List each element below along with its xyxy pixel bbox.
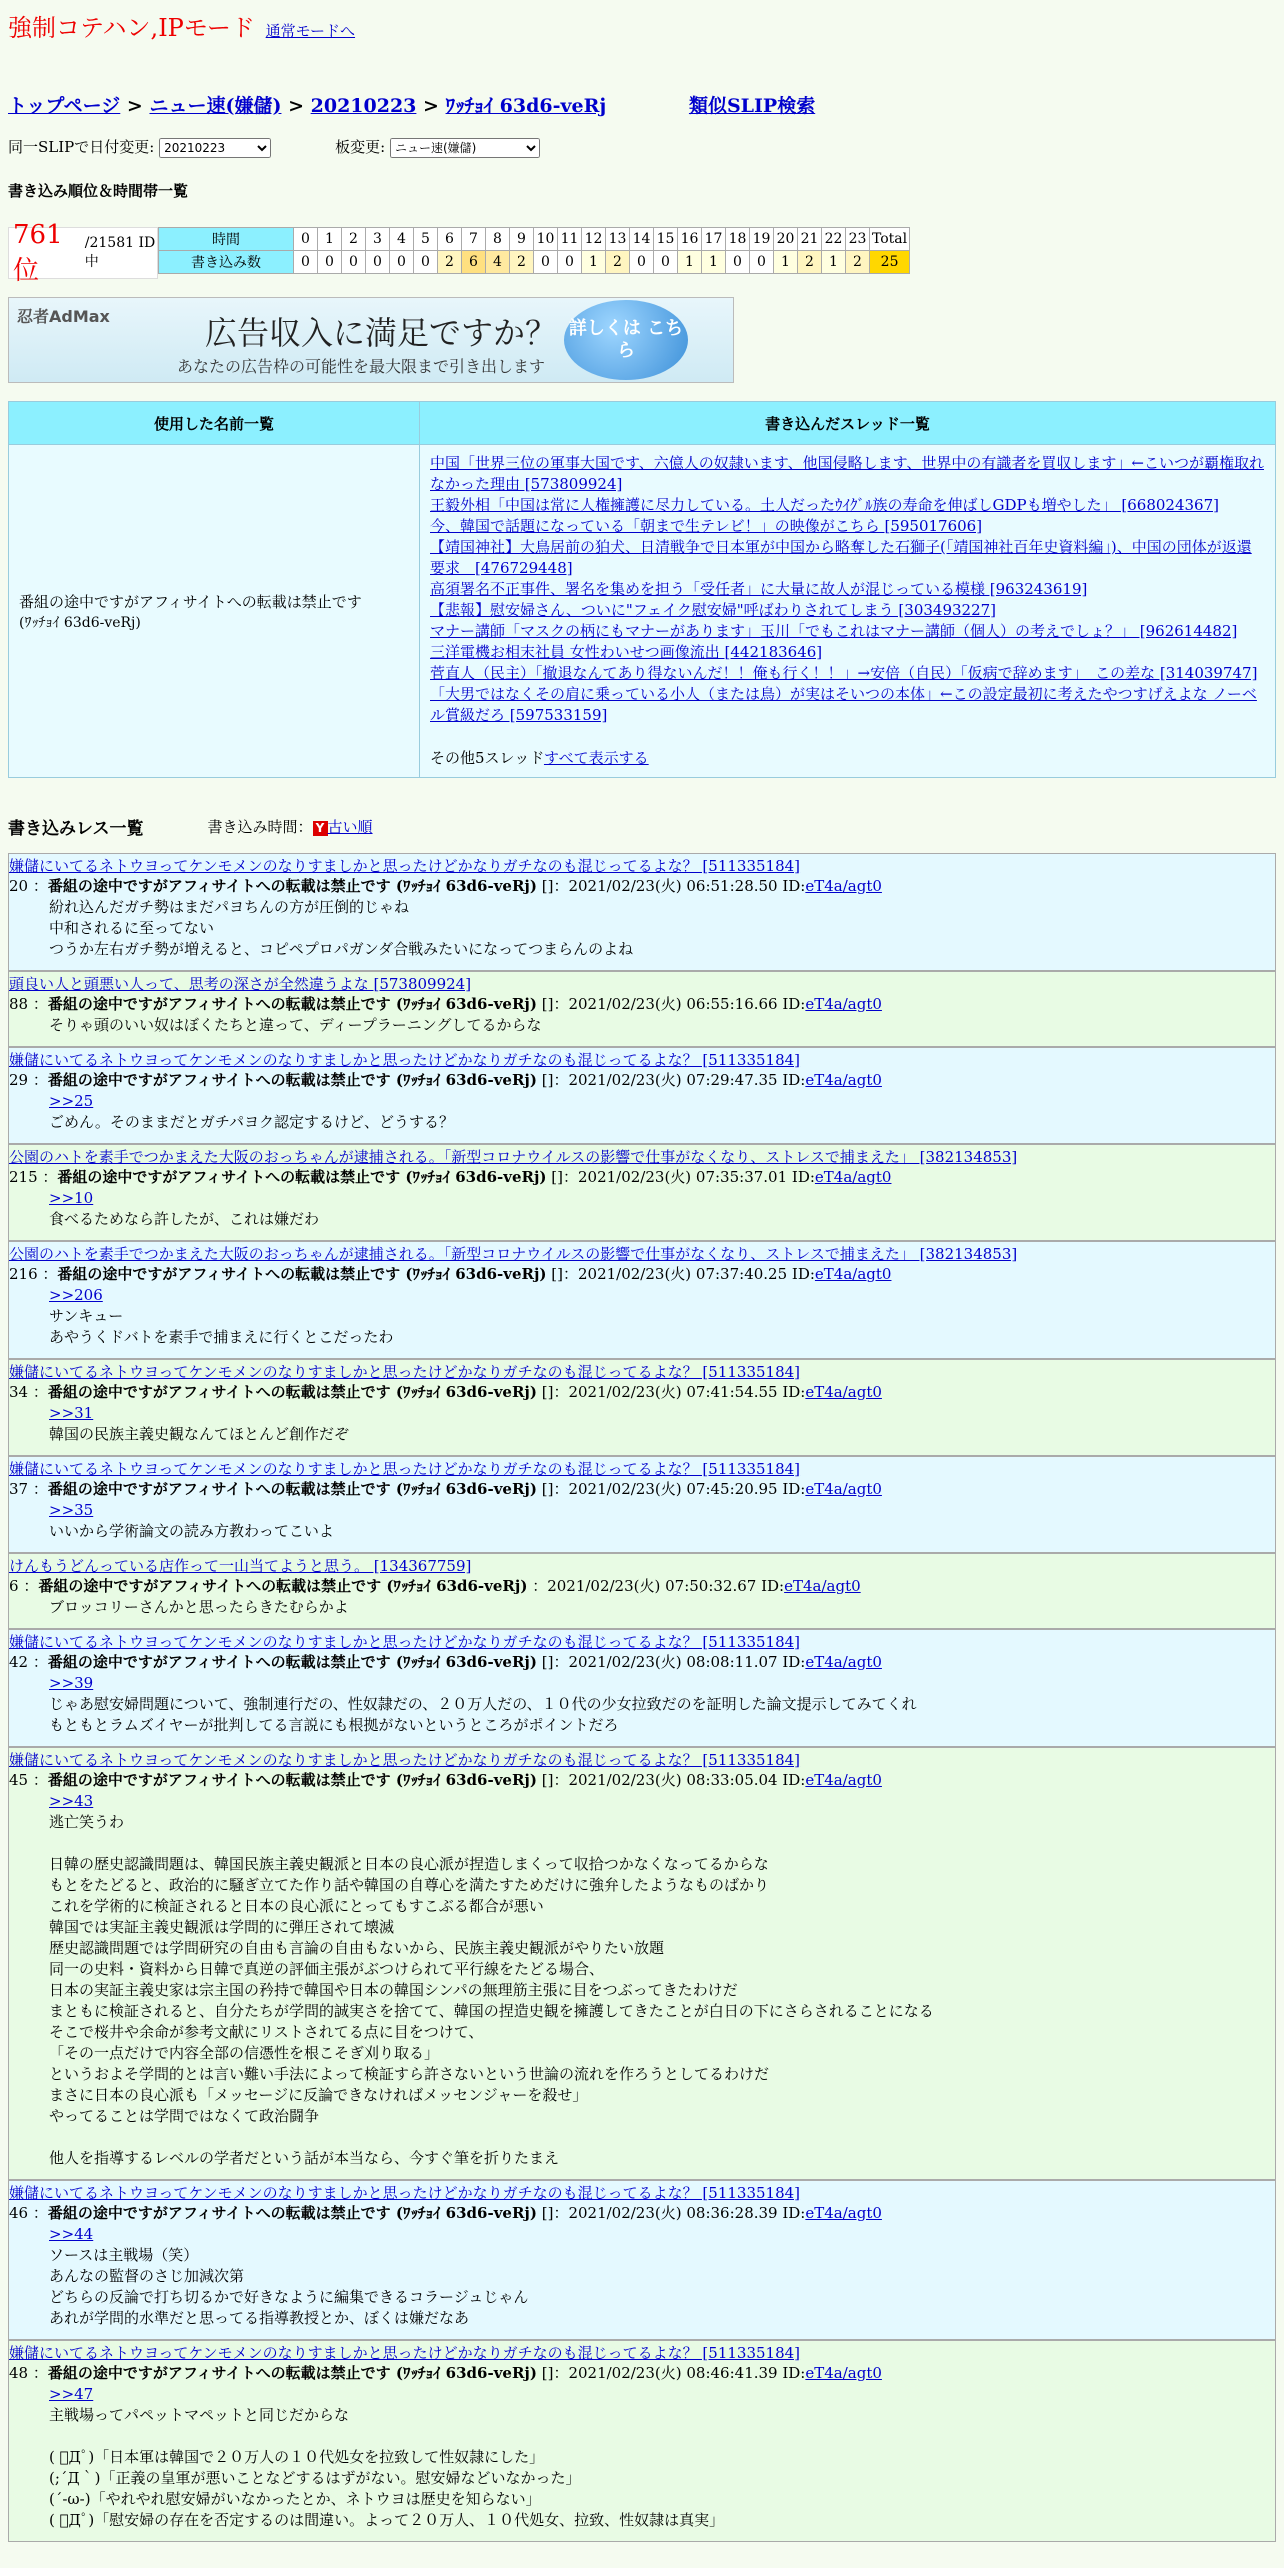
post-timestamp: []：2021/02/23(火) 08:36:28.39 ID: xyxy=(536,2204,806,2222)
breadcrumb-board[interactable]: ニュー速(嫌儲) xyxy=(149,95,282,117)
thread-item xyxy=(430,663,1265,684)
ranking-section-title: 書き込み順位＆時間帯一覧 xyxy=(8,182,189,200)
hour-cell: 16 xyxy=(678,228,702,251)
post-text: じゃあ慰安婦問題について、強制連行だの、性奴隷だの、２０万人だの、１０代の少女拉致だのを証明した論文提示してみてくれ もともとラムズイヤーが批判してる言説にも根拠がないというところがポイントだろ xyxy=(49,1695,917,1734)
count-cell: 0 xyxy=(726,251,750,274)
post xyxy=(8,971,1276,1047)
post-meta xyxy=(9,876,1275,897)
post xyxy=(8,1047,1276,1144)
hour-cell: 15 xyxy=(654,228,678,251)
post-author-id: (ﾜｯﾁｮｲ 63d6-veRj) xyxy=(390,2204,537,2222)
post-author-id: (ﾜｯﾁｮｲ 63d6-veRj) xyxy=(390,1771,537,1789)
order-control xyxy=(208,816,373,837)
show-all-threads-link[interactable]: すべて表示する xyxy=(543,749,649,767)
reply-anchor-link[interactable]: >>31 xyxy=(49,1404,94,1422)
post-author: 番組の途中ですがアフィサイトへの転載は禁止です xyxy=(47,1383,391,1401)
post-thread xyxy=(9,1458,1275,1479)
thread-link[interactable]: 高須署名不正事件、署名を集めを担う「受任者」に大量に故人が混じっている模様 [963243619] xyxy=(430,580,1088,598)
post-separator: ： xyxy=(28,2204,48,2222)
ad-subtext: あなたの広告枠の可能性を最大限まで引き出します xyxy=(177,357,546,376)
post-author-id: (ﾜｯﾁｮｲ 63d6-veRj) xyxy=(390,2364,537,2382)
post-body xyxy=(49,1403,1275,1445)
post-meta xyxy=(9,1652,1275,1673)
count-cell: 0 xyxy=(366,251,390,274)
hour-cell: 14 xyxy=(630,228,654,251)
breadcrumb-id[interactable]: ﾜｯﾁｮｲ 63d6-veRj xyxy=(445,95,607,117)
hour-cell: 1 xyxy=(318,228,342,251)
post xyxy=(8,1456,1276,1553)
rank-number: 761 位 xyxy=(13,219,63,286)
post-body xyxy=(49,1015,1275,1036)
thread-link[interactable]: 王毅外相「中国は常に人権擁護に尽力している。土人だったｳｲｸﾞﾙ族の寿命を伸ばしGDPも増やした」 [668024367] xyxy=(430,496,1219,514)
post-id-link[interactable]: eT4a/agt0 xyxy=(805,1771,882,1789)
post-timestamp: []：2021/02/23(火) 06:55:16.66 ID: xyxy=(536,995,806,1013)
post-thread-link[interactable]: 嫌儲にいてるネトウヨってケンモメンのなりすましかと思ったけどかなりガチなのも混じってるよな？ [511335184] xyxy=(9,1363,801,1381)
post-number: 29 xyxy=(9,1071,29,1089)
post-thread xyxy=(9,1631,1275,1652)
post xyxy=(8,853,1276,971)
post-separator: ： xyxy=(37,1265,58,1283)
rank-total: /21581 ID中 xyxy=(84,235,156,270)
post-body xyxy=(49,2224,1275,2329)
threads-cell xyxy=(420,445,1276,778)
post-thread xyxy=(9,1361,1275,1382)
post-separator: ： xyxy=(18,1577,39,1595)
post-author-id: (ﾜｯﾁｮｲ 63d6-veRj) xyxy=(390,1653,537,1671)
post-id-link[interactable]: eT4a/agt0 xyxy=(805,2204,882,2222)
count-cell: 0 xyxy=(750,251,774,274)
post-timestamp: []：2021/02/23(火) 06:51:28.50 ID: xyxy=(536,877,806,895)
thread-item xyxy=(430,600,1265,621)
responses-header xyxy=(8,814,1276,839)
hour-cell: 22 xyxy=(822,228,846,251)
post-body xyxy=(49,1673,1275,1736)
count-cell: 0 xyxy=(342,251,366,274)
post-id-link[interactable]: eT4a/agt0 xyxy=(805,1383,882,1401)
post-author: 番組の途中ですがアフィサイトへの転載は禁止です xyxy=(38,1577,382,1595)
hour-cell: 12 xyxy=(582,228,606,251)
post-thread-link[interactable]: 公園のハトを素手でつかまえた大阪のおっちゃんが逮捕される。「新型コロナウイルスの影響で仕事がなくなり、ストレスで捕まえた」 [382134853] xyxy=(9,1148,1018,1166)
post-author-id: (ﾜｯﾁｮｲ 63d6-veRj) xyxy=(390,1071,537,1089)
count-cell: 1 xyxy=(582,251,606,274)
post-id-link[interactable]: eT4a/agt0 xyxy=(805,995,882,1013)
thread-item xyxy=(430,621,1265,642)
reply-anchor-link[interactable]: >>10 xyxy=(49,1189,94,1207)
post-text: いいから学術論文の読み方教わってこいよ xyxy=(49,1522,334,1540)
post-meta xyxy=(9,1264,1275,1285)
post-author: 番組の途中ですがアフィサイトへの転載は禁止です xyxy=(47,2364,391,2382)
post-timestamp: []：2021/02/23(火) 07:35:37.01 ID: xyxy=(546,1168,815,1186)
post-timestamp: []：2021/02/23(火) 07:29:47.35 ID: xyxy=(536,1071,806,1089)
ad-logo: 忍者AdMax xyxy=(17,307,110,326)
rank-box xyxy=(8,219,158,286)
post-id-link[interactable]: eT4a/agt0 xyxy=(805,877,882,895)
hour-cell: Total xyxy=(870,228,910,251)
hour-cell: 2 xyxy=(342,228,366,251)
post-id-link[interactable]: eT4a/agt0 xyxy=(814,1168,892,1186)
normal-mode-link[interactable]: 通常モードへ xyxy=(265,22,356,40)
post-thread-link[interactable]: 嫌儲にいてるネトウヨってケンモメンのなりすましかと思ったけどかなりガチなのも混じってるよな？ [511335184] xyxy=(9,1051,801,1069)
counts-row xyxy=(159,251,910,274)
post-meta xyxy=(9,1576,1275,1597)
post-author-id: (ﾜｯﾁｮｲ 63d6-veRj) xyxy=(400,1168,547,1186)
post-meta xyxy=(9,994,1275,1015)
post-id-link[interactable]: eT4a/agt0 xyxy=(805,2364,882,2382)
post xyxy=(8,2180,1276,2340)
post-thread xyxy=(9,855,1275,876)
thread-link[interactable]: マナー講師「マスクの柄にもマナーがあります」玉川「でもこれはマナー講師（個人）の考えでしょ？」 [962614482] xyxy=(430,622,1238,640)
post-author-id: (ﾜｯﾁｮｲ 63d6-veRj) xyxy=(390,1383,537,1401)
thread-link[interactable]: 三洋電機お相末社員 女性わいせつ画像流出 [442183646] xyxy=(430,643,823,661)
post-id-link[interactable]: eT4a/agt0 xyxy=(805,1653,882,1671)
post-timestamp: ：2021/02/23(火) 07:50:32.67 ID: xyxy=(527,1577,785,1595)
post-author-id: (ﾜｯﾁｮｲ 63d6-veRj) xyxy=(390,995,537,1013)
post-separator: ： xyxy=(28,995,48,1013)
date-change xyxy=(8,136,271,158)
post-author: 番組の途中ですがアフィサイトへの転載は禁止です xyxy=(47,1480,391,1498)
selector-row xyxy=(8,136,1276,158)
reply-anchor-link[interactable]: >>206 xyxy=(49,1286,103,1304)
used-name: 番組の途中ですがアフィサイトへの転載は禁止です xyxy=(19,592,362,611)
reply-anchor-link[interactable]: >>44 xyxy=(49,2225,94,2243)
post-text: 逃亡笑うわ 日韓の歴史認識問題は、韓国民族主義史観派と日本の良心派が捏造しまくって収拾つかなくなってるからな もとをたどると、政治的に騒ぎ立てた作り話や韓国の自尊心を満たすためだけに強弁したようなものばかり これを学術的に検証されると日本の良心派にとってもすこぶる都合が悪い 韓国では実証主義史観派は学問的に弾圧されて壊滅 歴史認識問題では学問研究の自由も言論の自由もないから、民族主義史観派がやりたい放題 同一の史料・資料から日韓で真逆の評価主張がぶつけられて平行線をたどる場合、 日本の実証主義史家は宗主国の矜持で韓国や日本の韓国シンパの無理筋主張に目をつぶってきたわけだ まともに検証されると、自分たちが学問的誠実さを捨てて、韓国の捏造史観を擁護してきたことが白日の下にさらされることになる そこで桜井や余命が参考文献にリストされてる点に目をつけて、 「その一点だけで内容全部の信憑性を根こそぎ刈り取る」 というおよそ学問的とは言い難い手法によって検証すら許さないという世論の流れを作ろうとしてるわけだ まさに日本の良心派も「メッセージに反論できなければメッセンジャーを殺せ」 やってることは学問ではなくて政治闘争 他人を指導するレベルの学者だという話が本当なら、今すぐ筆を折りたまえ xyxy=(49,1813,934,2167)
post-thread-link[interactable]: 頭良い人と頭悪い人って、思考の深さが全然違うよな [573809924] xyxy=(9,975,472,993)
post-timestamp: []：2021/02/23(火) 08:33:05.04 ID: xyxy=(536,1771,806,1789)
post-text: ごめん。そのままだとガチパヨク認定するけど、どうする？ xyxy=(49,1113,455,1131)
ranking-row xyxy=(8,219,1276,286)
hours-row xyxy=(159,228,910,251)
count-cell: 2 xyxy=(438,251,462,274)
thread-link[interactable]: 【悲報】慰安婦さん、ついに"フェイク慰安婦"呼ばわりされてしまう [303493227] xyxy=(430,601,997,619)
post-thread-link[interactable]: 嫌儲にいてるネトウヨってケンモメンのなりすましかと思ったけどかなりガチなのも混じってるよな？ [511335184] xyxy=(9,1633,801,1651)
post-meta xyxy=(9,1770,1275,1791)
count-cell: 1 xyxy=(822,251,846,274)
mode-title: 強制コテハン,IPモード xyxy=(8,14,255,42)
names-header: 使用した名前一覧 xyxy=(9,402,420,445)
post-text: 主戦場ってパペットマペットと同じだからな ( ﾟДﾟ)「日本軍は韓国で２０万人の１０代処女を拉致して性奴隷にした」 (;´Д｀)「正義の皇軍が悪いことなどするはずがない。慰安婦などいなかった」 (´-ω-)「やれやれ慰安婦がいなかったとか、ネトウヨは歴史を知らない」 ( ﾟДﾟ)「慰安婦の存在を否定するのは間違い。よって２０万人、１０代処女、拉致、性奴隷は真実」 xyxy=(49,2406,725,2529)
count-cell: 0 xyxy=(414,251,438,274)
post-number: 42 xyxy=(9,1653,29,1671)
post-author-id: (ﾜｯﾁｮｲ 63d6-veRj) xyxy=(400,1265,547,1283)
count-cell: 0 xyxy=(294,251,318,274)
count-cell: 4 xyxy=(486,251,510,274)
post-thread-link[interactable]: 嫌儲にいてるネトウヨってケンモメンのなりすましかと思ったけどかなりガチなのも混じってるよな？ [511335184] xyxy=(9,1460,801,1478)
post-body xyxy=(49,1597,1275,1618)
post-meta xyxy=(9,1479,1275,1500)
hour-cell: 7 xyxy=(462,228,486,251)
post-thread xyxy=(9,2182,1275,2203)
post-meta xyxy=(9,2363,1275,2384)
breadcrumb-date[interactable]: 20210223 xyxy=(310,95,417,117)
post-separator: ： xyxy=(28,2364,48,2382)
hours-row-label: 時間 xyxy=(159,228,294,251)
post-id-link[interactable]: eT4a/agt0 xyxy=(805,1071,882,1089)
post-separator: ： xyxy=(28,1383,48,1401)
post xyxy=(8,1629,1276,1747)
ad-details-button[interactable]: 詳しくは こちら xyxy=(564,300,688,380)
post-body xyxy=(49,1091,1275,1133)
post-author: 番組の途中ですがアフィサイトへの転載は禁止です xyxy=(57,1168,401,1186)
post-timestamp: []：2021/02/23(火) 07:41:54.55 ID: xyxy=(536,1383,806,1401)
post-text: ブロッコリーさんかと思ったらきたむらかよ xyxy=(49,1598,349,1616)
thread-item xyxy=(430,516,1265,537)
post-author-id: (ﾜｯﾁｮｲ 63d6-veRj) xyxy=(381,1577,528,1595)
post xyxy=(8,1241,1276,1359)
post-author: 番組の途中ですがアフィサイトへの転載は禁止です xyxy=(47,1653,391,1671)
post-separator: ： xyxy=(28,1480,48,1498)
post-author-id: (ﾜｯﾁｮｲ 63d6-veRj) xyxy=(390,877,537,895)
post-separator: ： xyxy=(28,1653,48,1671)
post-meta xyxy=(9,1070,1275,1091)
hour-cell: 23 xyxy=(846,228,870,251)
thread-item xyxy=(430,684,1265,726)
reply-anchor-link[interactable]: >>47 xyxy=(49,2385,94,2403)
names-cell xyxy=(9,445,420,778)
responses-title: 書き込みレス一覧 xyxy=(8,819,144,839)
post-text: そりゃ頭のいい奴はぼくたちと違って、ディープラーニングしてるからな xyxy=(49,1016,542,1034)
mode-header xyxy=(8,8,1276,43)
more-threads xyxy=(430,748,1265,769)
post-author: 番組の途中ですがアフィサイトへの転載は禁止です xyxy=(47,877,391,895)
post-body xyxy=(49,1188,1275,1230)
reply-anchor-link[interactable]: >>43 xyxy=(49,1792,94,1810)
count-cell: 1 xyxy=(678,251,702,274)
thread-item xyxy=(430,453,1265,495)
hour-cell: 3 xyxy=(366,228,390,251)
post-list xyxy=(8,853,1276,2542)
count-cell: 0 xyxy=(654,251,678,274)
post xyxy=(8,2340,1276,2542)
post xyxy=(8,1747,1276,2180)
hour-cell: 18 xyxy=(726,228,750,251)
post xyxy=(8,1553,1276,1629)
similar-slip-search-link[interactable]: 類似SLIP検索 xyxy=(688,95,816,117)
post-thread xyxy=(9,2342,1275,2363)
post-number: 37 xyxy=(9,1480,29,1498)
date-select[interactable] xyxy=(159,138,271,158)
post-author-id: (ﾜｯﾁｮｲ 63d6-veRj) xyxy=(390,1480,537,1498)
count-cell: 2 xyxy=(798,251,822,274)
hour-cell: 21 xyxy=(798,228,822,251)
post-body xyxy=(49,1791,1275,2169)
post-number: 20 xyxy=(9,877,29,895)
post-separator: ： xyxy=(28,1771,48,1789)
hour-cell: 11 xyxy=(558,228,582,251)
hour-cell: 19 xyxy=(750,228,774,251)
post-id-link[interactable]: eT4a/agt0 xyxy=(805,1480,882,1498)
reply-anchor-link[interactable]: >>35 xyxy=(49,1501,94,1519)
post-separator: ： xyxy=(28,877,48,895)
post xyxy=(8,1144,1276,1241)
count-cell: 1 xyxy=(702,251,726,274)
post-meta xyxy=(9,1382,1275,1403)
post-body xyxy=(49,897,1275,960)
hour-cell: 10 xyxy=(534,228,558,251)
thread-item xyxy=(430,537,1265,579)
hourly-table xyxy=(158,227,910,274)
hour-cell: 20 xyxy=(774,228,798,251)
post-number: 45 xyxy=(9,1771,29,1789)
post-author: 番組の途中ですがアフィサイトへの転載は禁止です xyxy=(47,2204,391,2222)
post-number: 216 xyxy=(9,1265,38,1283)
sort-icon: Y xyxy=(313,821,328,836)
post-body xyxy=(49,1500,1275,1542)
breadcrumb-sep: > xyxy=(126,95,150,117)
breadcrumb-sep: > xyxy=(288,95,311,117)
post-body xyxy=(49,1285,1275,1348)
reply-anchor-link[interactable]: >>25 xyxy=(49,1092,94,1110)
post-author: 番組の途中ですがアフィサイトへの転載は禁止です xyxy=(47,1771,391,1789)
post-thread xyxy=(9,1243,1275,1264)
post-thread xyxy=(9,1749,1275,1770)
count-cell: 0 xyxy=(390,251,414,274)
count-cell: 2 xyxy=(846,251,870,274)
thread-item xyxy=(430,642,1265,663)
post-text: 食べるためなら許したが、これは嫌だわ xyxy=(49,1210,320,1228)
thread-link[interactable]: 中国「世界三位の軍事大国です、六億人の奴隷います、他国侵略します、世界中の有識者を買収します」←こいつが覇権取れなかった理由 [573809924] xyxy=(430,454,1264,493)
post-thread-link[interactable]: 公園のハトを素手でつかまえた大阪のおっちゃんが逮捕される。「新型コロナウイルスの影響で仕事がなくなり、ストレスで捕まえた」 [382134853] xyxy=(9,1245,1018,1263)
reply-anchor-link[interactable]: >>39 xyxy=(49,1674,94,1692)
thread-list xyxy=(430,453,1265,726)
count-cell: 0 xyxy=(630,251,654,274)
post-id-link[interactable]: eT4a/agt0 xyxy=(784,1577,861,1595)
post-thread-link[interactable]: けんもうどんっている店作って一山当てようと思う。 [134367759] xyxy=(9,1557,472,1575)
hour-cell: 8 xyxy=(486,228,510,251)
hour-cell: 5 xyxy=(414,228,438,251)
time-label: 書き込み時間： xyxy=(207,818,313,836)
thread-item xyxy=(430,579,1265,600)
post-thread-link[interactable]: 嫌儲にいてるネトウヨってケンモメンのなりすましかと思ったけどかなりガチなのも混じってるよな？ [511335184] xyxy=(9,857,801,875)
post-text: 韓国の民族主義史観なんてほとんど創作だぞ xyxy=(49,1425,350,1443)
post-timestamp: []：2021/02/23(火) 07:37:40.25 ID: xyxy=(546,1265,815,1283)
post-number: 6 xyxy=(9,1577,19,1595)
count-cell: 1 xyxy=(774,251,798,274)
post-thread-link[interactable]: 嫌儲にいてるネトウヨってケンモメンのなりすましかと思ったけどかなりガチなのも混じってるよな？ [511335184] xyxy=(9,2184,801,2202)
post-thread-link[interactable]: 嫌儲にいてるネトウヨってケンモメンのなりすましかと思ったけどかなりガチなのも混じってるよな？ [511335184] xyxy=(9,2344,801,2362)
post xyxy=(8,1359,1276,1456)
breadcrumb-top[interactable]: トップページ xyxy=(8,95,121,117)
hour-cell: 13 xyxy=(606,228,630,251)
board-change-label: 板変更: xyxy=(335,138,386,156)
post-number: 215 xyxy=(9,1168,38,1186)
hour-cell: 6 xyxy=(438,228,462,251)
board-select[interactable] xyxy=(390,138,540,158)
post-body xyxy=(49,2384,1275,2531)
post-number: 48 xyxy=(9,2364,29,2382)
name-thread-table xyxy=(8,401,1276,778)
post-text: サンキュー あやうくドバトを素手で捕まえに行くとこだったわ xyxy=(49,1307,394,1346)
count-cell: 2 xyxy=(510,251,534,274)
thread-item xyxy=(430,495,1265,516)
post-number: 46 xyxy=(9,2204,29,2222)
more-threads-prefix: その他5スレッド xyxy=(430,749,544,767)
thread-link[interactable]: 「大男ではなくその肩に乗っている小人（または鳥）が実はそいつの本体」←この設定最初に考えたやつすげえよな ノーベル賞級だろ [597533159] xyxy=(430,685,1257,724)
total-count-cell: 25 xyxy=(870,251,910,274)
post-author: 番組の途中ですがアフィサイトへの転載は禁止です xyxy=(47,995,391,1013)
post-text: 紛れ込んだガチ勢はまだパヨちんの方が圧倒的じゃね 中和されるに至ってない つうか左右ガチ勢が増えると、コピペプロパガンダ合戦みたいになってつまらんのよね xyxy=(49,898,634,958)
post-text: ソースは主戦場（笑） あんなの監督のさじ加減次第 どちらの反論で打ち切るかで好きなように編集できるコラージュじゃん あれが学問的水準だと思ってる指導教授とか、ぼくは嫌だなあ xyxy=(49,2246,529,2327)
breadcrumb-sep: > xyxy=(423,95,446,117)
count-cell: 2 xyxy=(606,251,630,274)
count-cell: 6 xyxy=(462,251,486,274)
post-separator: ： xyxy=(37,1168,58,1186)
hour-cell: 17 xyxy=(702,228,726,251)
thread-link[interactable]: 今、韓国で話題になっている「朝まで生テレビ！」の映像がこちら [595017606] xyxy=(430,517,983,535)
post-thread xyxy=(9,1146,1275,1167)
ad-banner[interactable] xyxy=(8,297,734,383)
breadcrumb xyxy=(8,91,1276,118)
post-author: 番組の途中ですがアフィサイトへの転載は禁止です xyxy=(47,1071,391,1089)
post-number: 88 xyxy=(9,995,29,1013)
hour-cell: 4 xyxy=(390,228,414,251)
post-author: 番組の途中ですがアフィサイトへの転載は禁止です xyxy=(57,1265,401,1283)
post-timestamp: []：2021/02/23(火) 08:08:11.07 ID: xyxy=(536,1653,806,1671)
threads-header: 書き込んだスレッド一覧 xyxy=(420,402,1276,445)
count-cell: 0 xyxy=(534,251,558,274)
post-thread xyxy=(9,1555,1275,1576)
post-timestamp: []：2021/02/23(火) 08:46:41.39 ID: xyxy=(536,2364,806,2382)
post-thread-link[interactable]: 嫌儲にいてるネトウヨってケンモメンのなりすましかと思ったけどかなりガチなのも混じってるよな？ [511335184] xyxy=(9,1751,801,1769)
post-timestamp: []：2021/02/23(火) 07:45:20.95 ID: xyxy=(536,1480,806,1498)
post-thread xyxy=(9,1049,1275,1070)
date-change-label: 同一SLIPで日付変更: xyxy=(8,138,155,156)
post-separator: ： xyxy=(28,1071,48,1089)
post-meta xyxy=(9,2203,1275,2224)
post-thread xyxy=(9,973,1275,994)
hour-cell: 0 xyxy=(294,228,318,251)
oldest-first-link[interactable]: 古い順 xyxy=(327,818,373,836)
count-cell: 0 xyxy=(558,251,582,274)
used-name-id: (ﾜｯﾁｮｲ 63d6-veRj) xyxy=(19,614,141,631)
post-number: 34 xyxy=(9,1383,29,1401)
post-meta xyxy=(9,1167,1275,1188)
board-change xyxy=(335,136,540,158)
thread-link[interactable]: 【靖国神社】大鳥居前の狛犬、日清戦争で日本軍が中国から略奪した石獅子(「靖国神社百年史資料編」)、中国の団体が返還要求 [476729448] xyxy=(430,538,1252,577)
counts-row-label: 書き込み数 xyxy=(159,251,294,274)
hour-cell: 9 xyxy=(510,228,534,251)
count-cell: 0 xyxy=(318,251,342,274)
ad-headline: 広告収入に満足ですか？ xyxy=(205,314,558,352)
post-id-link[interactable]: eT4a/agt0 xyxy=(814,1265,892,1283)
thread-link[interactable]: 菅直人（民主）「撤退なんてあり得ないんだ！！俺も行く！！」→安倍（自民）「仮病で辞めます」 この差な [314039747] xyxy=(430,664,1258,682)
